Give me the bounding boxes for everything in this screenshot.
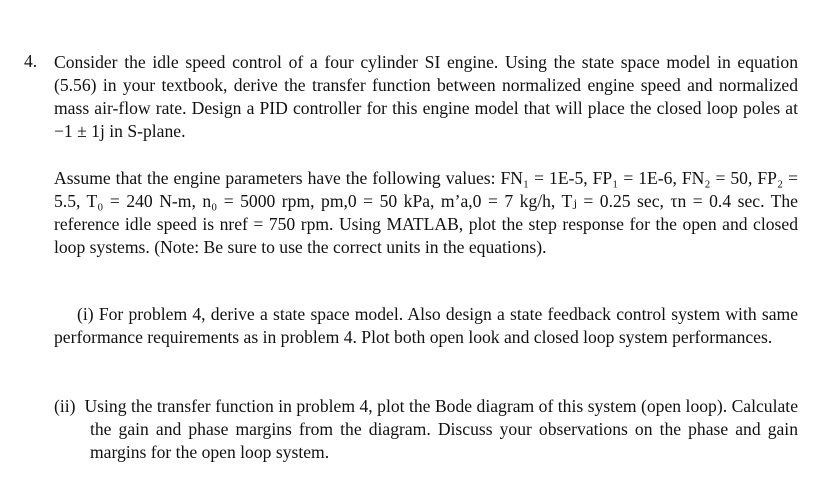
problem-paragraph-2: Assume that the engine parameters have the following values: FN₁ = 1E-5, FP₁ = 1E-6, FN₂ = 50, FP₂ = 5.5, T₀ = 240 N-m, n₀ = 5000 rpm, pm,0 = 50 kPa, m’a,0 = 7 kg/h, Tⱼ = 0.25 sec, τn = 0.4 sec. The reference idle speed is nref = 750 rpm. Using MATLAB, plot the step response for the open and closed loop systems. (Note: Be sure to use the correct units in the equations). — [54, 168, 798, 257]
problem-paragraph-1: Consider the idle speed control of a four cylinder SI engine. Using the state space model in equation (5.56) in your textbook, derive the transfer function between normalized engine speed and normalized mass air-flow rate. Design a PID controller for this engine model that will place the closed loop poles at −1 ± 1j in S-plane. — [54, 52, 798, 141]
subitem-i — [54, 303, 798, 349]
subitem-ii — [54, 395, 798, 464]
subitem-ii-text — [54, 395, 798, 464]
subitem-ii-label: (ii) — [54, 396, 76, 416]
subitem-i-body: For problem 4, derive a state space model. Also design a state feedback control system with same performance requirements as in problem 4. Plot both open look and closed loop system performances. — [54, 304, 799, 347]
subitem-i-label: (i) — [77, 304, 94, 324]
problem-number: 4. — [24, 51, 38, 71]
subitem-i-text — [54, 303, 798, 349]
subitem-ii-body: Using the transfer function in problem 4, plot the Bode diagram of this system (open loop). Calculate the gain and phase margins from the diagram. Discuss your observations on the phase and gain margins for the open loop system. — [84, 396, 798, 462]
